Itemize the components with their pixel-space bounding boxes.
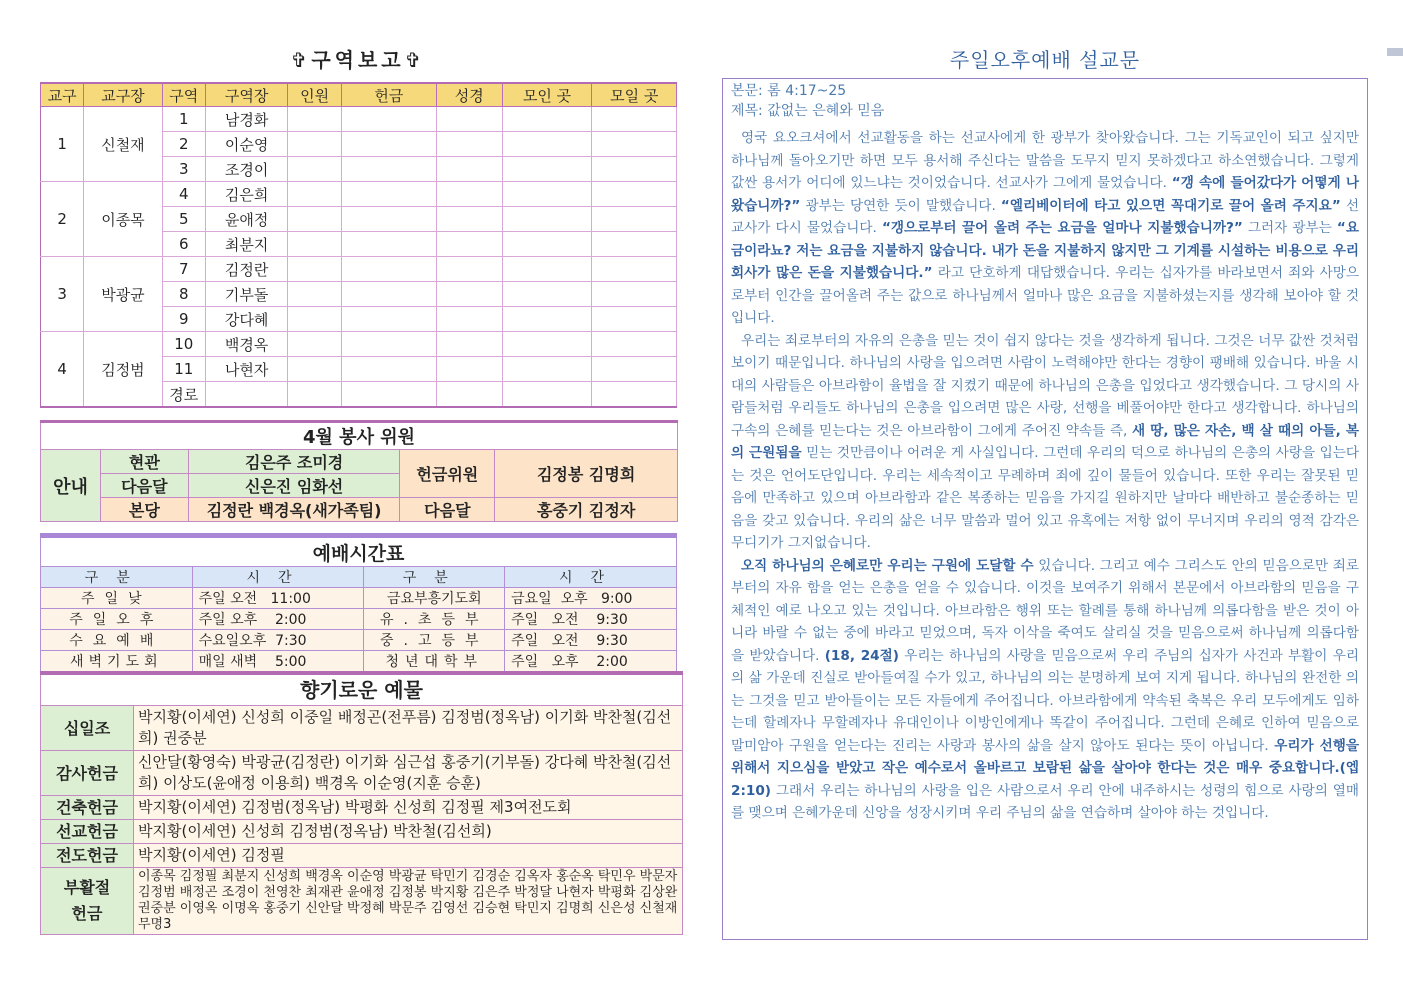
col-time: 시간 bbox=[192, 567, 364, 588]
table-row bbox=[41, 107, 677, 132]
district-number: 2 bbox=[41, 182, 84, 257]
service-time: 주일 오전 11:00 bbox=[192, 588, 364, 609]
bible-cell[interactable] bbox=[436, 132, 502, 157]
service-name: 중.고등부 bbox=[364, 630, 505, 651]
service-name: 금요부흥기도회 bbox=[364, 588, 505, 609]
zone-number: 6 bbox=[162, 232, 205, 257]
header-next-place: 모일 곳 bbox=[592, 83, 677, 107]
zone-leader: 최분지 bbox=[205, 232, 287, 257]
met-place-cell[interactable] bbox=[502, 332, 592, 357]
service-time: 주일 오후 2:00 bbox=[505, 651, 677, 672]
worship-schedule-title: 예배시간표 bbox=[41, 536, 677, 567]
next-month-names: 신은진 임화선 bbox=[188, 474, 400, 498]
attendance-cell[interactable] bbox=[288, 182, 342, 207]
sermon-body bbox=[722, 78, 1368, 940]
next-place-cell[interactable] bbox=[592, 382, 677, 408]
offering-committee-label: 헌금위원 bbox=[400, 450, 495, 498]
offering-category: 선교헌금 bbox=[41, 820, 134, 844]
next-place-cell[interactable] bbox=[592, 282, 677, 307]
header-district-leader: 교구장 bbox=[84, 83, 162, 107]
district-number: 3 bbox=[41, 257, 84, 332]
sermon-text: 우리는 하나님의 사랑을 믿음으로써 우리 주님의 십자가 사건과 부활이 우리의 삶 가운데 진실로 받아들여질 수가 있고, 하나님의 의는 분명하게 보여 지게 됩니다. 하나님의 완전한 의는 그것을 믿고 받아들이는 모든 자들에게 주어집니다. 아브라함에게 약속된 축복은 우리 모두에게도 임하는데 할례자나 무할례자나 유대인이나 이방인에게나 똑같이 주어집니다. 그런데 은혜로 인하여 믿음으로 말미암아 구원을 얻는다는 진리는 사랑과 봉사의 삶을 살지 않아도 된다는 뜻이 아닙니다. bbox=[731, 647, 1359, 754]
main-hall-names: 김정란 백경옥(새가족팀) bbox=[188, 498, 400, 522]
sermon-paragraph bbox=[731, 330, 1359, 555]
sermon-text: 광부는 당연한 듯이 말했습니다. bbox=[805, 197, 996, 214]
met-place-cell[interactable] bbox=[502, 282, 592, 307]
offering-next-names: 홍중기 김정자 bbox=[495, 498, 678, 522]
attendance-cell[interactable] bbox=[288, 307, 342, 332]
header-zone-leader: 구역장 bbox=[205, 83, 287, 107]
zone-report-header-row bbox=[41, 83, 677, 107]
bible-cell[interactable] bbox=[436, 282, 502, 307]
zone-number: 11 bbox=[162, 357, 205, 382]
zone-leader: 조경이 bbox=[205, 157, 287, 182]
next-place-cell[interactable] bbox=[592, 257, 677, 282]
zone-leader: 백경옥 bbox=[205, 332, 287, 357]
offering-cell[interactable] bbox=[341, 307, 436, 332]
sermon-emphasis: (18, 24절) bbox=[824, 647, 899, 664]
header-bible: 성경 bbox=[436, 83, 502, 107]
sermon-subject: 제목: 값없는 은혜와 믿음 bbox=[731, 103, 885, 119]
offering-names: 신안달(황영숙) 박광균(김정란) 이기화 심근섭 홍중기(기부돌) 강다혜 박찬철(김선희) 이상도(윤애정 이용희) 백경옥 이순영(지훈 승훈) bbox=[134, 751, 683, 796]
attendance-cell[interactable] bbox=[288, 257, 342, 282]
bible-cell[interactable] bbox=[436, 157, 502, 182]
met-place-cell[interactable] bbox=[502, 232, 592, 257]
zone-report-title: ✞구역보고✞ bbox=[290, 48, 426, 72]
zone-number: 경로 bbox=[162, 382, 205, 408]
zone-leader: 남경화 bbox=[205, 107, 287, 132]
attendance-cell[interactable] bbox=[288, 232, 342, 257]
met-place-cell[interactable] bbox=[502, 207, 592, 232]
attendance-cell[interactable] bbox=[288, 332, 342, 357]
next-place-cell[interactable] bbox=[592, 132, 677, 157]
next-place-cell[interactable] bbox=[592, 182, 677, 207]
met-place-cell[interactable] bbox=[502, 107, 592, 132]
corner-mark-icon bbox=[1387, 48, 1403, 56]
table-row bbox=[41, 257, 677, 282]
zone-leader: 윤애정 bbox=[205, 207, 287, 232]
main-hall-label: 본당 bbox=[100, 498, 188, 522]
met-place-cell[interactable] bbox=[502, 307, 592, 332]
offering-names: 이종목 김정필 최분지 신성희 백경옥 이순영 박광균 탁민기 김경순 김옥자 홍순옥 탁민우 박문자 김정범 배정곤 조경이 천영찬 최재관 윤애정 김정봉 박지황 김은주 박정달 나현자 박평화 김상완 권중분 이영옥 이명옥 홍중기 신안달 박정혜 박문주 김영선 김승현 탁민지 김명희 신은성 신철재 무명3 bbox=[134, 868, 683, 935]
offering-names: 박지황(이세연) 김정범(정옥남) 박평화 신성희 김정필 제3여전도회 bbox=[134, 796, 683, 820]
sermon-emphasis: “엘리베이터에 타고 있으면 꼭대기로 끌어 올려 주지요” bbox=[1000, 197, 1341, 214]
offering-cell[interactable] bbox=[341, 107, 436, 132]
offering-cell[interactable] bbox=[341, 157, 436, 182]
zone-leader: 이순영 bbox=[205, 132, 287, 157]
district-number: 1 bbox=[41, 107, 84, 182]
district-number: 4 bbox=[41, 332, 84, 408]
zone-number: 2 bbox=[162, 132, 205, 157]
sermon-title: 주일오후예배 설교문 bbox=[949, 48, 1141, 72]
attendance-cell[interactable] bbox=[288, 382, 342, 408]
zone-leader: 김은희 bbox=[205, 182, 287, 207]
worship-schedule-section bbox=[40, 533, 677, 672]
next-place-cell[interactable] bbox=[592, 307, 677, 332]
service-time: 주일 오전 9:30 bbox=[505, 609, 677, 630]
zone-number: 1 bbox=[162, 107, 205, 132]
district-leader: 신철재 bbox=[84, 107, 162, 182]
table-row bbox=[41, 332, 677, 357]
zone-number: 3 bbox=[162, 157, 205, 182]
sermon-text: 그래서 우리는 하나님의 사랑을 입은 사람으로서 우리 안에 내주하시는 성령의 힘으로 사랑의 열매를 맺으며 은혜가운데 신앙을 성장시키며 우리 주님의 삶을 연습하며 살아야 하는 것입니다. bbox=[731, 782, 1359, 821]
sermon-text: 영국 요오크셔에서 선교활동을 하는 선교사에게 한 광부가 찾아왔습니다. 그는 기독교인이 되고 싶지만 하나님께 돌아오기만 하면 모두 용서해 주신다는 말씀을 도무지 믿지 못하겠다고 하소연했습니다. 그렇게 값싼 용서가 어디에 있느냐는 것이었습니다. 선교사가 그에게 물었습니다. bbox=[731, 130, 1359, 191]
offering-title: 향기로운 예물 bbox=[41, 673, 683, 706]
offering-category: 건축헌금 bbox=[41, 796, 134, 820]
bible-cell[interactable] bbox=[436, 382, 502, 408]
worship-schedule-table bbox=[40, 533, 677, 672]
service-name: 주일낮 bbox=[41, 588, 193, 609]
next-place-cell[interactable] bbox=[592, 107, 677, 132]
offering-table bbox=[40, 671, 683, 935]
sermon-text: 그러자 광부는 bbox=[1247, 220, 1332, 236]
bible-cell[interactable] bbox=[436, 207, 502, 232]
service-committee-title: 4월 봉사 위원 bbox=[41, 422, 678, 450]
sermon-text: 우리는 죄로부터의 자유의 은총을 믿는 것이 쉽지 않다는 것을 생각하게 됩니다. 그것은 너무 값싼 것처럼 보이기 때문입니다. 하나님의 사랑을 입으려면 사람이 노력해야만 한다는 경향이 팽배해 있습니다. 바울 시대의 사람들은 아브라함이 율법을 잘 지켰기 때문에 하나님의 은총을 입었다고 생각했습니다. 그 당시의 사람들처럼 우리들도 하나님의 은총을 입으려면 많은 사랑, 선행을 베풀어야만 한다고 생각합니다. 하나님의 구속의 은혜를 믿는다는 것은 아브라함이 그에게 주어진 약속들 즉, bbox=[731, 332, 1359, 439]
next-place-cell[interactable] bbox=[592, 232, 677, 257]
district-leader: 이종목 bbox=[84, 182, 162, 257]
entrance-names: 김은주 조미경 bbox=[188, 450, 400, 474]
service-name: 수요예배 bbox=[41, 630, 193, 651]
offering-names: 박지황(이세연) 신성희 이중일 배정곤(전푸름) 김정범(정옥남) 이기화 박찬철(김선희) 권중분 bbox=[134, 706, 683, 751]
met-place-cell[interactable] bbox=[502, 132, 592, 157]
sermon-paragraph bbox=[731, 127, 1359, 330]
next-place-cell[interactable] bbox=[592, 157, 677, 182]
service-name: 유.초등부 bbox=[364, 609, 505, 630]
offering-category: 감사헌금 bbox=[41, 751, 134, 796]
bible-cell[interactable] bbox=[436, 257, 502, 282]
offering-committee-names: 김정봉 김명희 bbox=[495, 450, 678, 498]
header-offering: 헌금 bbox=[341, 83, 436, 107]
attendance-cell[interactable] bbox=[288, 282, 342, 307]
offering-cell[interactable] bbox=[341, 232, 436, 257]
col-category: 구분 bbox=[41, 567, 193, 588]
zone-number: 7 bbox=[162, 257, 205, 282]
bible-cell[interactable] bbox=[436, 232, 502, 257]
service-name: 새벽기도회 bbox=[41, 651, 193, 672]
bible-cell[interactable] bbox=[436, 307, 502, 332]
service-committee-table bbox=[40, 420, 678, 522]
col-time: 시간 bbox=[505, 567, 677, 588]
sermon-scripture: 본문: 롬 4:17~25 bbox=[731, 83, 847, 99]
service-name: 청년대학부 bbox=[364, 651, 505, 672]
bible-cell[interactable] bbox=[436, 332, 502, 357]
met-place-cell[interactable] bbox=[502, 182, 592, 207]
zone-leader: 기부돌 bbox=[205, 282, 287, 307]
zone-number: 10 bbox=[162, 332, 205, 357]
service-time: 주일 오전 9:30 bbox=[505, 630, 677, 651]
offering-cell[interactable] bbox=[341, 282, 436, 307]
service-time: 주일 오후 2:00 bbox=[192, 609, 364, 630]
col-category: 구분 bbox=[364, 567, 505, 588]
offering-section bbox=[40, 671, 683, 935]
bible-cell[interactable] bbox=[436, 182, 502, 207]
district-leader: 김정범 bbox=[84, 332, 162, 408]
zone-leader: 나현자 bbox=[205, 357, 287, 382]
met-place-cell[interactable] bbox=[502, 257, 592, 282]
met-place-cell[interactable] bbox=[502, 157, 592, 182]
attendance-cell[interactable] bbox=[288, 157, 342, 182]
sermon-emphasis: “갱으로부터 끌어 올려 주는 요금을 얼마나 지불했습니까?” bbox=[881, 220, 1243, 236]
offering-category: 부활절 헌금 bbox=[41, 868, 134, 935]
offering-category: 십일조 bbox=[41, 706, 134, 751]
attendance-cell[interactable] bbox=[288, 132, 342, 157]
zone-report-table bbox=[40, 82, 677, 408]
zone-number: 8 bbox=[162, 282, 205, 307]
service-committee-section bbox=[40, 420, 678, 522]
attendance-cell[interactable] bbox=[288, 357, 342, 382]
sermon-emphasis: “요금이라뇨? 저는 요금을 지불하지 않습니다. 내가 돈을 지불하지 않지만 그 기계를 시설하는 비용으로 우리 회사가 많은 돈을 지불했습니다.” bbox=[731, 220, 1359, 281]
zone-leader bbox=[205, 382, 287, 408]
header-zone: 구역 bbox=[162, 83, 205, 107]
next-month-label: 다음달 bbox=[100, 474, 188, 498]
district-leader: 박광균 bbox=[84, 257, 162, 332]
zone-leader: 김정란 bbox=[205, 257, 287, 282]
next-place-cell[interactable] bbox=[592, 332, 677, 357]
bible-cell[interactable] bbox=[436, 107, 502, 132]
offering-next-label: 다음달 bbox=[400, 498, 495, 522]
offering-cell[interactable] bbox=[341, 207, 436, 232]
sermon-text: 선교사가 다시 물었습니다. bbox=[731, 197, 1360, 236]
guide-label: 안내 bbox=[41, 450, 101, 522]
entrance-label: 현관 bbox=[100, 450, 188, 474]
zone-number: 9 bbox=[162, 307, 205, 332]
service-time: 매일 새벽 5:00 bbox=[192, 651, 364, 672]
sermon-emphasis: 오직 하나님의 은혜로만 우리는 구원에 도달할 수 bbox=[741, 557, 1034, 574]
attendance-cell[interactable] bbox=[288, 207, 342, 232]
offering-cell[interactable] bbox=[341, 357, 436, 382]
next-place-cell[interactable] bbox=[592, 207, 677, 232]
offering-names: 박지황(이세연) 김정필 bbox=[134, 844, 683, 868]
bible-cell[interactable] bbox=[436, 357, 502, 382]
offering-cell[interactable] bbox=[341, 257, 436, 282]
offering-cell[interactable] bbox=[341, 182, 436, 207]
met-place-cell[interactable] bbox=[502, 357, 592, 382]
sermon-emphasis: 우리가 선행을 위해서 지으심을 받았고 작은 예수로서 올바르고 보람된 삶을 살아야 한다는 것은 매우 중요합니다.(엡 2:10) bbox=[731, 737, 1359, 799]
sermon-text: 라고 단호하게 대답했습니다. 우리는 십자가를 바라보면서 죄와 사망으로부터 인간을 끌어올려 주는 값으로 하나님께서 얼마나 많은 요금을 지불하셨는지를 생각해 보아야 할 것입니다. bbox=[731, 265, 1359, 326]
next-place-cell[interactable] bbox=[592, 357, 677, 382]
zone-leader: 강다혜 bbox=[205, 307, 287, 332]
attendance-cell[interactable] bbox=[288, 107, 342, 132]
header-attendance: 인원 bbox=[288, 83, 342, 107]
header-district: 교구 bbox=[41, 83, 84, 107]
service-time: 금요일 오후 9:00 bbox=[505, 588, 677, 609]
sermon-emphasis: 새 땅, 많은 자손, 백 살 때의 아들, 복의 근원됨을 bbox=[731, 422, 1359, 461]
table-row bbox=[41, 182, 677, 207]
service-time: 수요일오후 7:30 bbox=[192, 630, 364, 651]
zone-number: 5 bbox=[162, 207, 205, 232]
sermon-paragraph bbox=[731, 555, 1359, 825]
service-name: 주일오후 bbox=[41, 609, 193, 630]
sermon-text: 믿는 것만큼이나 어려운 게 사실입니다. 그런데 우리의 덕으로 하나님의 은총의 사랑을 입는다는 것은 언어도단입니다. 우리는 세속적이고 무례하며 죄에 깊이 물들어 있습니다. 또한 우리는 잘못된 믿음에 만족하고 있으며 아브라함과 같은 복종하는 믿음을 가지길 원하지만 날마다 배반하고 불순종하는 믿음을 갖고 있습니다. 우리의 삶은 너무 말씀과 멀어 있고 유혹에는 저항 없이 무너지며 우리의 영적 감각은 무디기가 그지없습니다. bbox=[731, 445, 1359, 551]
offering-cell[interactable] bbox=[341, 332, 436, 357]
offering-names: 박지황(이세연) 신성희 김정범(정옥남) 박찬철(김선희) bbox=[134, 820, 683, 844]
offering-cell[interactable] bbox=[341, 132, 436, 157]
header-met-place: 모인 곳 bbox=[502, 83, 592, 107]
met-place-cell[interactable] bbox=[502, 382, 592, 408]
sermon-emphasis: “갱 속에 들어갔다가 어떻게 나왔습니까?” bbox=[731, 175, 1359, 214]
sermon-text: 있습니다. 그리고 예수 그리스도 안의 믿음으로만 죄로부터의 자유 함을 얻는 은총을 얻을 수 있습니다. 이것을 보여주기 위해서 본문에서 아브라함의 믿음을 구체적인 예로 나오고 있는 것입니다. 아브라함은 행위 또는 할례를 통해 하나님께 의롭다함을 받은 것이 아니라 바랄 수 없는 중에 바라고 믿었으며, 독자 이삭을 죽여도 살리실 것을 믿음으로써 하나님께 의롭다함을 받았습니다. bbox=[731, 557, 1359, 664]
offering-category: 전도헌금 bbox=[41, 844, 134, 868]
offering-cell[interactable] bbox=[341, 382, 436, 408]
zone-number: 4 bbox=[162, 182, 205, 207]
